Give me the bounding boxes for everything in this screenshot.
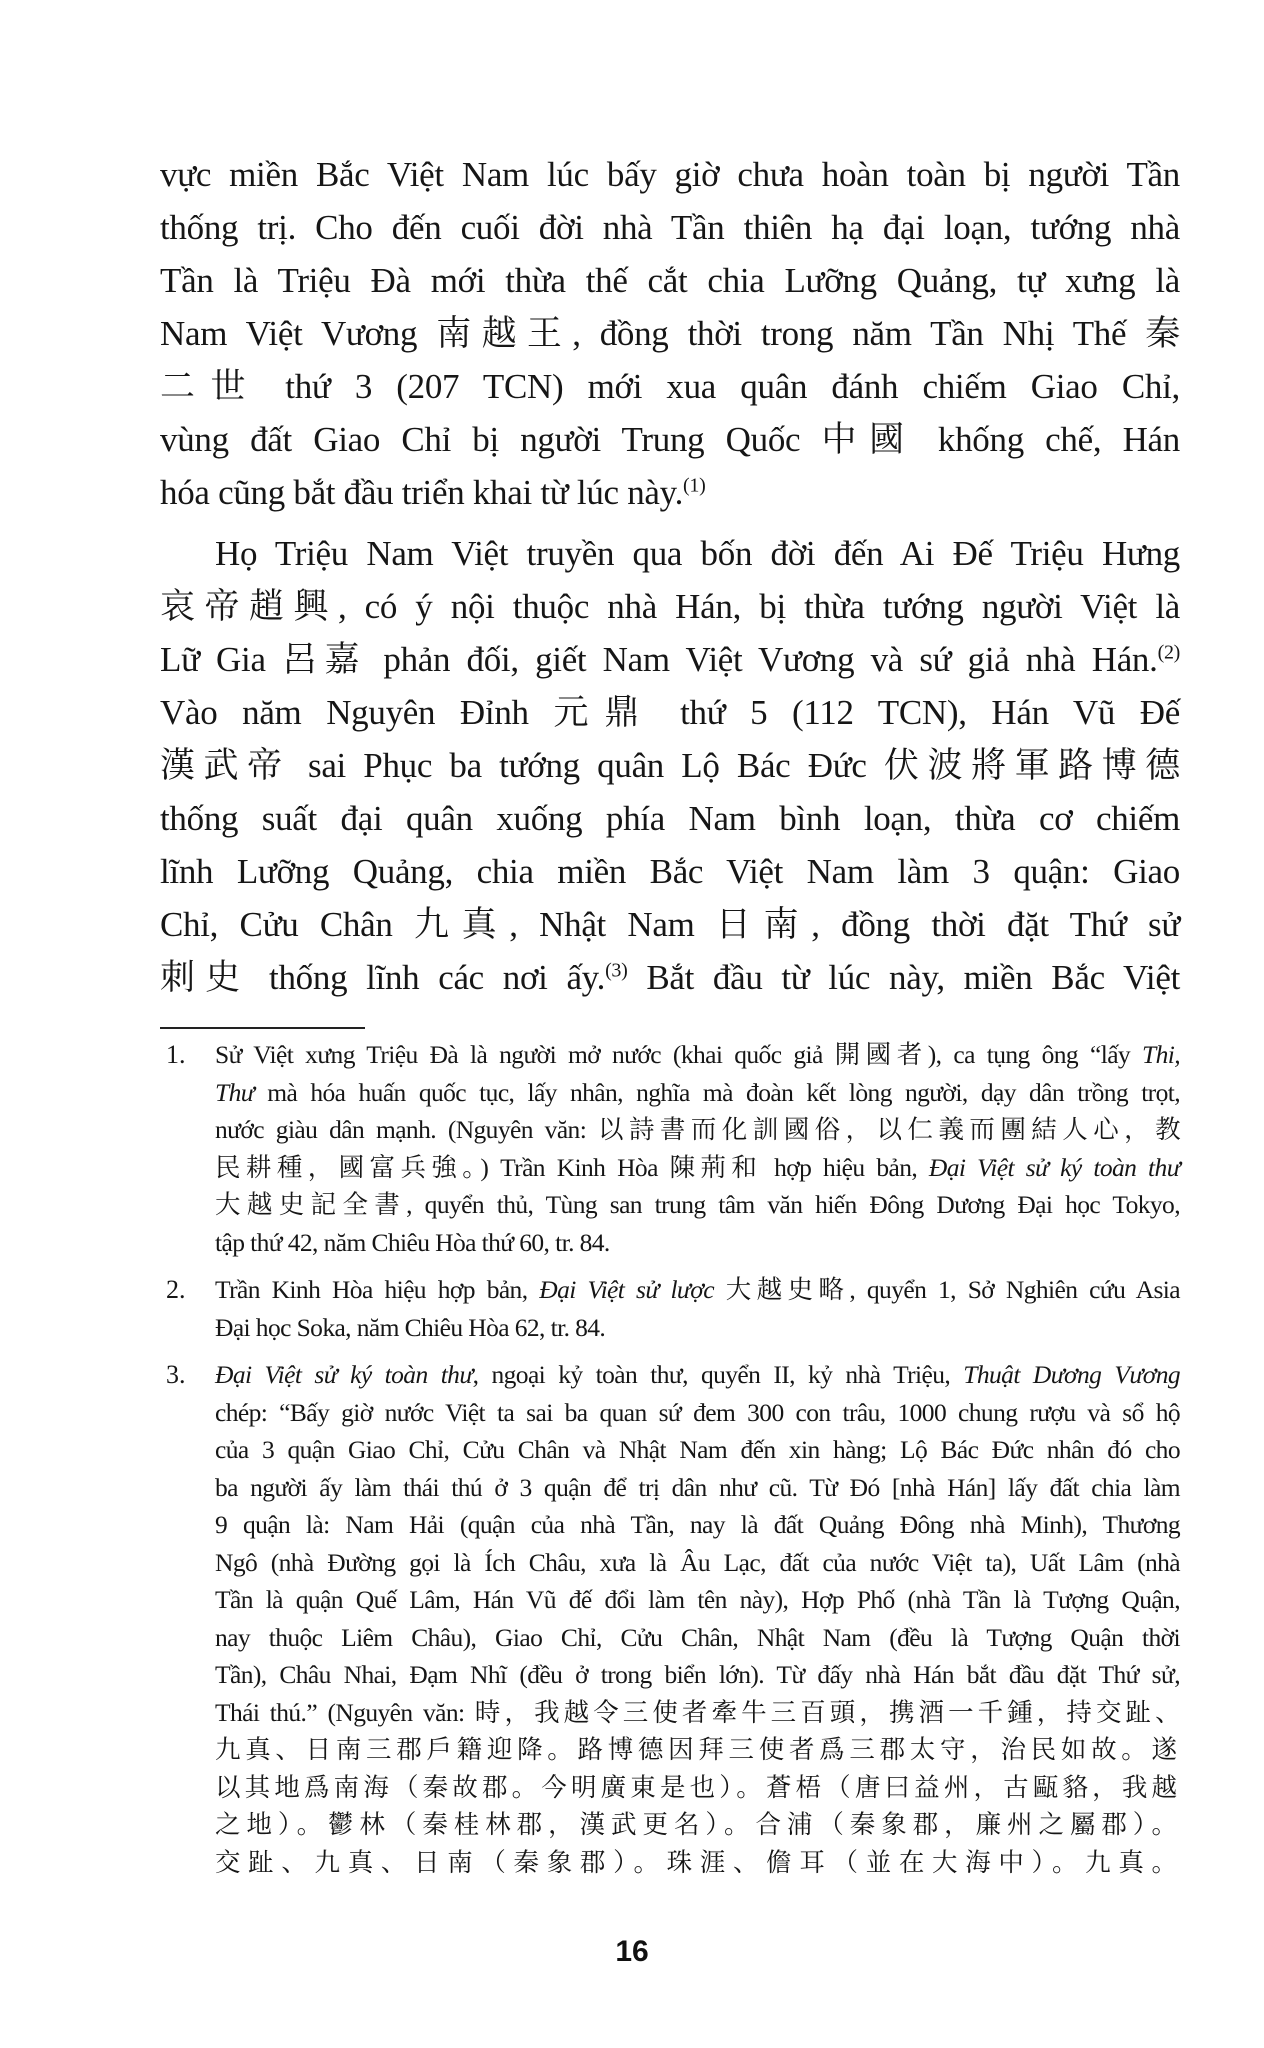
footnote-line [215, 1271, 1180, 1309]
footnote-line: Đại học Soka, năm Chiêu Hòa 62, tr. 84. [215, 1312, 606, 1342]
footnote-number: 3. [166, 1360, 186, 1389]
footnote-number: 1. [166, 1040, 186, 1069]
footnote-line: 九真、日南三郡戶籍迎降。路博德因拜三使者爲三郡太守，治民如故。遂 [215, 1735, 1180, 1764]
text-line [160, 633, 1180, 686]
footnote-ref-3[interactable]: (3) [605, 959, 628, 982]
text-line: 漢武帝 sai Phục ba tướng quân Lộ Bác Đức 伏波將軍路博德 [160, 746, 1180, 785]
footnote-line: ba người ấy làm thái thú ở 3 quận để trị dân như cũ. Từ Đó [nhà Hán] lấy đất chia làm [215, 1472, 1180, 1502]
paragraph-gap [160, 519, 1180, 527]
footnote-separator [160, 1027, 365, 1029]
text-fragment: mà hóa huấn quốc tục, lấy nhân, nghĩa mà đoàn kết lòng người, dạy dân trồng trọt, [254, 1077, 1180, 1107]
footnote-gap [160, 1261, 1180, 1271]
footnote-line: nay thuộc Liêm Châu), Giao Chỉ, Cửu Chân, Nhật Nam (đều là Tượng Quận thời [215, 1622, 1180, 1652]
text-fragment: Bắt đầu từ lúc này, miền Bắc Việt [627, 958, 1180, 997]
page-number: 16 [615, 1935, 649, 1968]
text-line: Chỉ, Cửu Chân 九真, Nhật Nam 日南, đồng thời đặt Thứ sử [160, 905, 1180, 944]
text-line: 哀帝趙興, có ý nội thuộc nhà Hán, bị thừa tướng người Việt là [160, 587, 1180, 626]
text-line: Nam Việt Vương 南越王, đồng thời trong năm Tần Nhị Thế 秦 [160, 314, 1180, 353]
text-fragment: , ngoại kỷ toàn thư, quyển II, kỷ nhà Triệu, [472, 1360, 964, 1389]
text-fragment: Sử Việt xưng Triệu Đà là người mở nước (khai quốc giả 開國者), ca tụng ông “lấy [215, 1040, 1142, 1069]
paragraph-2 [160, 527, 1180, 1004]
italic-title: Thi, [1142, 1040, 1180, 1069]
footnote-line [215, 1149, 1180, 1187]
footnote-line [215, 1356, 1180, 1394]
text-line: Tần là Triệu Đà mới thừa thế cắt chia Lưỡng Quảng, tự xưng là [160, 261, 1180, 300]
italic-title: Đại Việt sử ký toàn thư [215, 1360, 473, 1389]
italic-title: Đại Việt sử lược [539, 1275, 714, 1304]
footnote-line: Ngô (nhà Đường gọi là Ích Châu, xưa là Âu Lạc, đất của nước Việt ta), Uất Lâm (nhà [215, 1547, 1180, 1577]
footnote-line: 大越史記全書, quyển thủ, Tùng san trung tâm văn hiến Đông Dương Đại học Tokyo, [215, 1190, 1180, 1219]
text-fragment: 刺史 thống lĩnh các nơi ấy. [160, 958, 606, 997]
footnote-1 [160, 1036, 1180, 1261]
footnote-gap [160, 1346, 1180, 1356]
footnote-ref-2[interactable]: (2) [1157, 641, 1180, 664]
text-line [160, 951, 1180, 1004]
footnote-number: 2. [166, 1275, 186, 1304]
text-line: vùng đất Giao Chỉ bị người Trung Quốc 中國 khống chế, Hán [160, 420, 1180, 459]
footnotes [160, 1036, 1180, 1881]
text-line: vực miền Bắc Việt Nam lúc bấy giờ chưa hoàn toàn bị người Tần [160, 155, 1180, 194]
footnote-line: Tần là quận Quế Lâm, Hán Vũ đế đổi làm tên này), Hợp Phố (nhà Tần là Tượng Quận, [215, 1585, 1180, 1614]
footnote-line: Thái thú.” (Nguyên văn: 時，我越令三使者牽牛三百頭，携酒一千鍾，持交趾、 [215, 1697, 1180, 1727]
footnote-3 [160, 1356, 1180, 1881]
footnote-line [215, 1074, 1180, 1112]
text-line: 二世 thứ 3 (207 TCN) mới xua quân đánh chiếm Giao Chỉ, [160, 367, 1180, 406]
footnote-line: tập thứ 42, năm Chiêu Hòa thứ 60, tr. 84. [215, 1227, 610, 1257]
text-line: Vào năm Nguyên Đỉnh 元鼎 thứ 5 (112 TCN), Hán Vũ Đế [160, 693, 1180, 732]
footnote-line: 9 quận là: Nam Hải (quận của nhà Tần, nay là đất Quảng Đông nhà Minh), Thương [215, 1510, 1180, 1539]
italic-title: Đại Việt sử ký toàn thư [928, 1152, 1181, 1182]
text-fragment: Trần Kinh Hòa hiệu hợp bản, [215, 1275, 540, 1304]
paragraph-1 [160, 148, 1180, 519]
text-line [160, 466, 1180, 519]
italic-title: Thuật Dương Vương [963, 1360, 1181, 1389]
footnote-line: 以其地爲南海（秦故郡。今明廣東是也）。蒼梧（唐曰益州，古甌貉，我越 [215, 1772, 1180, 1802]
footnote-line: Tần), Châu Nhai, Đạm Nhĩ (đều ở trong biển lớn). Từ đấy nhà Hán bắt đầu đặt Thứ sử, [215, 1660, 1180, 1689]
italic-title: Thư [215, 1077, 255, 1107]
footnote-line: nước giàu dân mạnh. (Nguyên văn: 以詩書而化訓國俗，以仁義而團結人心，教 [215, 1115, 1180, 1144]
text-fragment: 大越史略, quyển 1, Sở Nghiên cứu Asia [713, 1275, 1180, 1304]
text-fragment: Lữ Gia 呂嘉 phản đối, giết Nam Việt Vương và sứ giả nhà Hán. [160, 640, 1158, 679]
text-fragment: hóa cũng bắt đầu triển khai từ lúc này. [160, 473, 684, 512]
text-line: lĩnh Lưỡng Quảng, chia miền Bắc Việt Nam làm 3 quận: Giao [160, 852, 1180, 891]
text-fragment: 民耕種，國富兵強。) Trần Kinh Hòa 陳荊和 hợp hiệu bản, [215, 1152, 929, 1182]
text-line: thống suất đại quân xuống phía Nam bình loạn, thừa cơ chiếm [160, 799, 1180, 838]
main-text [160, 148, 1180, 1004]
footnote-line: 之地）。鬱林（秦桂林郡，漢武更名）。合浦（秦象郡，廉州之屬郡）。 [215, 1810, 1180, 1839]
footnote-line: 交趾、九真、日南（秦象郡）。珠涯、儋耳（並在大海中）。九真。 [215, 1847, 1180, 1877]
footnote-line: chép: “Bấy giờ nước Việt ta sai ba quan sứ đem 300 con trâu, 1000 chung rượu và sổ hộ [215, 1397, 1180, 1427]
footnote-2 [160, 1271, 1180, 1346]
text-line: Họ Triệu Nam Việt truyền qua bốn đời đến Ai Đế Triệu Hưng [215, 534, 1180, 573]
footnote-line [215, 1036, 1180, 1074]
footnote-line: của 3 quận Giao Chỉ, Cửu Chân và Nhật Nam đến xin hàng; Lộ Bác Đức nhân đó cho [215, 1435, 1180, 1464]
footnote-ref-1[interactable]: (1) [683, 474, 706, 497]
text-line: thống trị. Cho đến cuối đời nhà Tần thiên hạ đại loạn, tướng nhà [160, 208, 1180, 247]
